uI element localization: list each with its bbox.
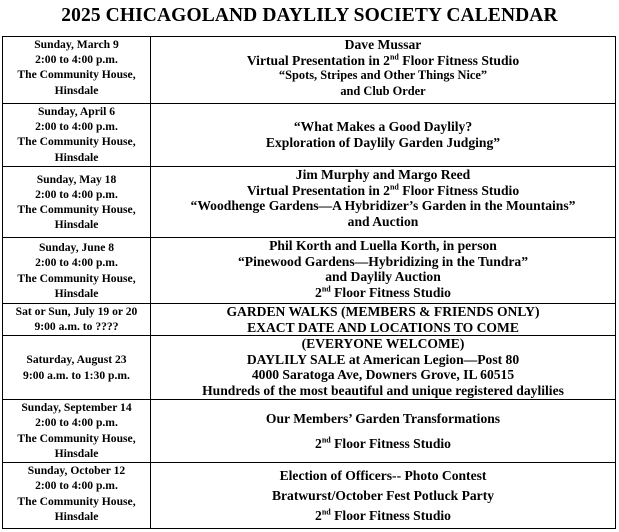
- event-description-cell: [151, 400, 616, 463]
- event-audience: (EVERYONE WELCOME): [301, 336, 465, 352]
- event-topic: “Pinewood Gardens—Hybridizing in the Tundra”: [237, 253, 529, 269]
- event-description-cell: [151, 104, 616, 167]
- event-row-march: [3, 37, 616, 104]
- event-location-city: Hinsdale: [54, 446, 99, 460]
- event-date: Sunday, October 12: [27, 464, 126, 478]
- event-location: The Community House,: [17, 135, 136, 149]
- event-date: Saturday, August 23: [26, 353, 127, 367]
- event-time: 9:00 a.m. to 1:30 p.m.: [23, 368, 130, 382]
- event-row-october: [3, 463, 616, 529]
- event-date-cell: [3, 37, 151, 104]
- page-title: 2025 CHICAGOLAND DAYLILY SOCIETY CALENDAR: [61, 5, 558, 26]
- event-topic: “Spots, Stripes and Other Things Nice”: [278, 68, 488, 83]
- event-date-cell: [3, 104, 151, 167]
- event-row-june: [3, 238, 616, 304]
- event-format: Virtual Presentation in 2nd Floor Fitness Studio: [246, 182, 520, 198]
- event-location: The Community House,: [17, 68, 136, 82]
- event-date-cell: [3, 167, 151, 238]
- event-topic-subtitle: Exploration of Daylily Garden Judging”: [265, 135, 501, 150]
- event-venue: 2nd Floor Fitness Studio: [315, 284, 451, 300]
- event-location-city: Hinsdale: [54, 150, 99, 164]
- event-speaker: Jim Murphy and Margo Reed: [295, 167, 471, 182]
- event-topic: “What Makes a Good Daylily?: [293, 119, 473, 135]
- event-time: 9:00 a.m. to ????: [34, 320, 119, 334]
- event-location: The Community House,: [17, 431, 136, 445]
- event-description-cell: [151, 336, 616, 400]
- event-speaker: Phil Korth and Luella Korth, in person: [269, 238, 497, 253]
- event-date: Sunday, September 14: [21, 401, 132, 415]
- event-format: Virtual Presentation in 2nd Floor Fitness Studio: [246, 52, 520, 68]
- event-row-july: [3, 304, 616, 336]
- event-date: Sunday, June 8: [38, 241, 115, 255]
- event-time: 2:00 to 4:00 p.m.: [35, 53, 118, 67]
- event-date: Sunday, March 9: [34, 38, 119, 51]
- event-date: Sunday, April 6: [37, 105, 115, 118]
- event-date: Sunday, May 18: [36, 172, 117, 186]
- event-title: Our Members’ Garden Transformations: [265, 410, 501, 426]
- event-extra: Bratwurst/October Fest Potluck Party: [271, 487, 495, 503]
- event-location: The Community House,: [17, 203, 136, 216]
- event-title: DAYLILY SALE at American Legion—Post 80: [246, 351, 520, 367]
- event-description-cell: [151, 304, 616, 336]
- event-note: Hundreds of the most beautiful and unique registered daylilies: [202, 382, 564, 398]
- calendar-table: [2, 36, 616, 529]
- event-date-cell: [3, 336, 151, 400]
- event-extra: and Daylily Auction: [325, 269, 441, 285]
- event-title: Election of Officers-- Photo Contest: [279, 467, 487, 483]
- event-date-cell: [3, 238, 151, 304]
- event-note: EXACT DATE AND LOCATIONS TO COME: [247, 319, 519, 335]
- event-date-cell: [3, 463, 151, 529]
- event-venue: 2nd Floor Fitness Studio: [315, 507, 451, 523]
- event-row-september: [3, 400, 616, 463]
- event-address: 4000 Saratoga Ave, Downers Grove, IL 60515: [251, 367, 515, 383]
- event-date: Sat or Sun, July 19 or 20: [15, 305, 138, 318]
- event-speaker: Dave Mussar: [344, 37, 422, 52]
- event-time: 2:00 to 4:00 p.m.: [35, 120, 118, 134]
- event-row-august: [3, 336, 616, 400]
- event-date-cell: [3, 304, 151, 336]
- event-time: 2:00 to 4:00 p.m.: [35, 416, 118, 430]
- event-location-city: Hinsdale: [54, 218, 99, 232]
- event-time: 2:00 to 4:00 p.m.: [35, 187, 118, 201]
- event-location-city: Hinsdale: [54, 286, 99, 300]
- event-description-cell: [151, 167, 616, 238]
- event-extra: and Auction: [347, 213, 419, 229]
- event-location: The Community House,: [17, 494, 136, 508]
- event-venue: 2nd Floor Fitness Studio: [315, 435, 451, 452]
- event-topic: “Woodhenge Gardens—A Hybridizer’s Garden in the Mountains”: [190, 198, 576, 214]
- event-title: GARDEN WALKS (MEMBERS & FRIENDS ONLY): [226, 304, 540, 319]
- event-extra: and Club Order: [340, 83, 426, 98]
- event-time: 2:00 to 4:00 p.m.: [35, 479, 118, 493]
- event-description-cell: [151, 238, 616, 304]
- event-location: The Community House,: [17, 271, 136, 285]
- event-row-april: [3, 104, 616, 167]
- event-description-cell: [151, 37, 616, 104]
- event-location-city: Hinsdale: [54, 509, 99, 523]
- event-row-may: [3, 167, 616, 238]
- event-location-city: Hinsdale: [54, 83, 99, 97]
- event-description-cell: [151, 463, 616, 529]
- event-time: 2:00 to 4:00 p.m.: [35, 256, 118, 270]
- event-date-cell: [3, 400, 151, 463]
